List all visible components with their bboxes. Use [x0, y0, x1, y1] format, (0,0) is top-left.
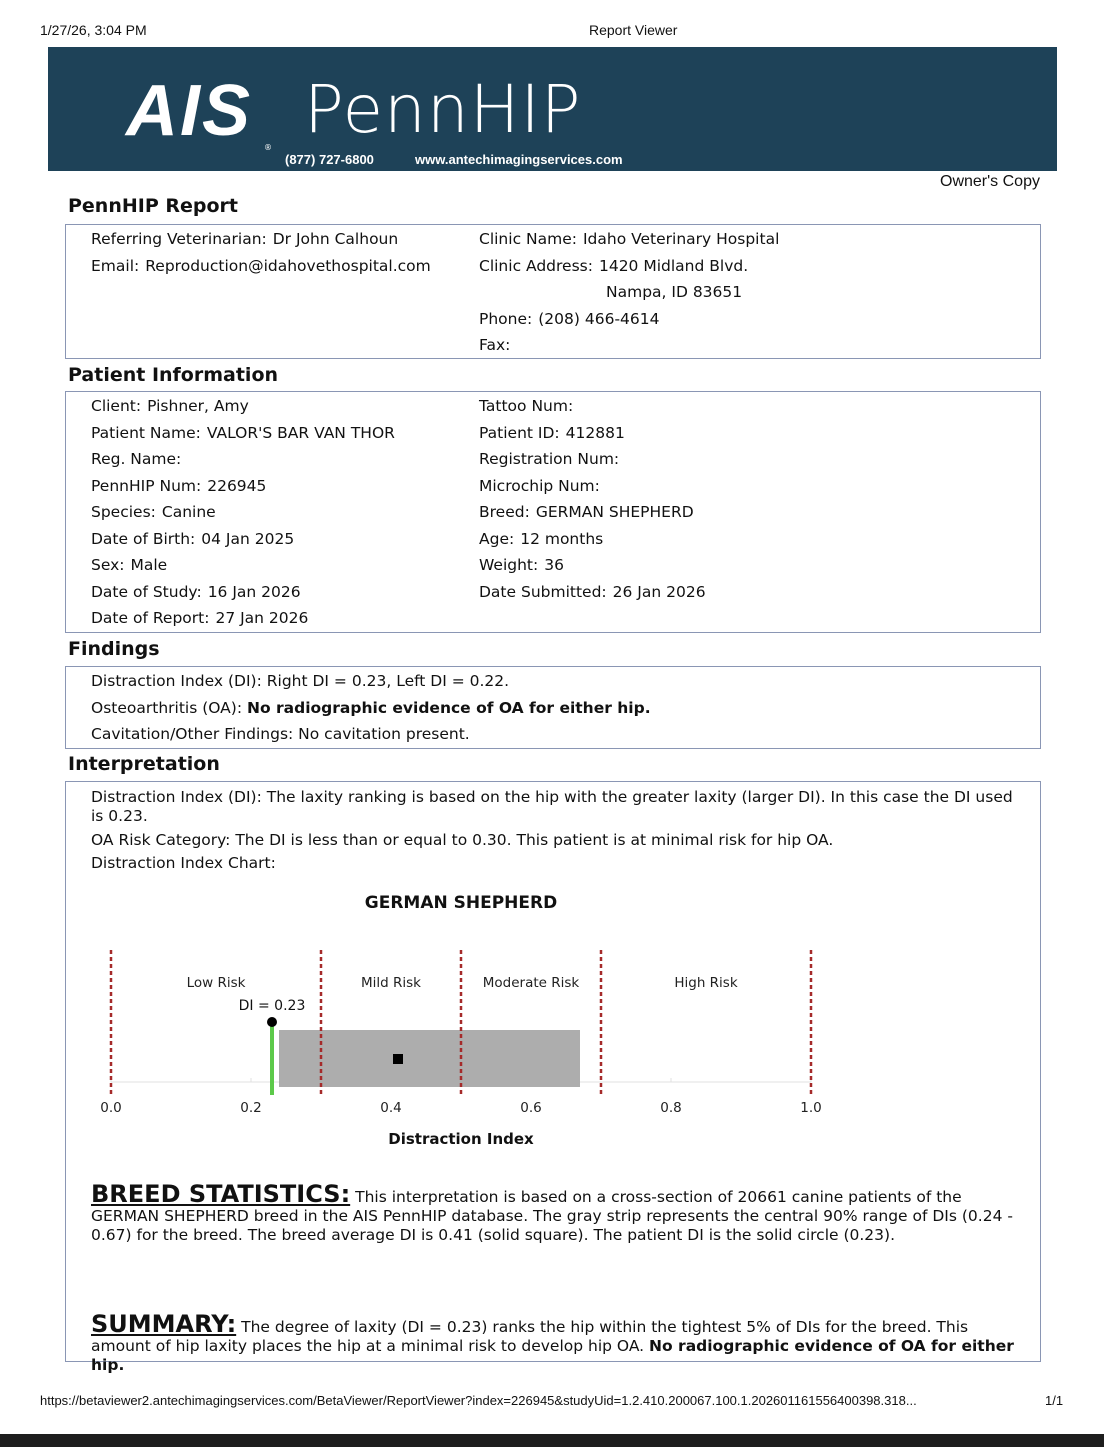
field-value: 16 Jan 2026	[207, 582, 301, 601]
patient-di-marker	[267, 1017, 277, 1027]
patient-right-field	[479, 424, 625, 442]
field-label: Client:	[91, 397, 142, 415]
patient-left-field	[91, 609, 308, 627]
interpretation-oa-risk: OA Risk Category: The DI is less than or equal to 0.30. This patient is at minimal risk for hip OA.	[91, 831, 834, 849]
risk-zone-label: High Risk	[674, 975, 738, 991]
patient-left-field	[91, 477, 266, 495]
field-label: Date of Study:	[91, 582, 202, 601]
risk-zone-label: Moderate Risk	[482, 975, 580, 991]
print-datetime: 1/27/26, 3:04 PM	[40, 22, 147, 38]
findings-box	[65, 666, 1041, 749]
field-label: Clinic Address:	[479, 256, 593, 275]
summary-heading: SUMMARY:	[91, 1310, 237, 1338]
field-label: Email:	[91, 256, 140, 275]
field-label: Patient ID:	[479, 423, 560, 442]
findings-section-title: Findings	[68, 638, 160, 660]
field-label: Fax:	[479, 336, 511, 354]
bottom-bar	[0, 1434, 1104, 1447]
field-label: Breed:	[479, 503, 530, 521]
patient-left-field	[91, 530, 294, 548]
breed-range-strip	[279, 1030, 580, 1087]
x-tick-label: 0.6	[520, 1100, 542, 1116]
patient-left-field	[91, 424, 395, 442]
patient-right-field	[479, 477, 606, 495]
field-label: Tattoo Num:	[479, 397, 574, 415]
report-right-field	[479, 336, 516, 354]
breed-statistics-text: This interpretation is based on a cross-section of 20661 canine patients of the GERMAN SHEPHERD breed in the AIS PennHIP database. The gray strip represents the central 90% range of DIs (0.24 - 0.67) for the breed. The breed average DI is 0.41 (solid square). The patient DI is the solid circle (0.23).	[91, 1188, 1013, 1244]
field-label: Patient Name:	[91, 423, 201, 442]
findings-di: Distraction Index (DI): Right DI = 0.23, Left DI = 0.22.	[91, 672, 510, 690]
distraction-index-chart	[66, 882, 866, 1162]
print-title: Report Viewer	[589, 22, 678, 38]
patient-left-field	[91, 397, 249, 415]
patient-di-label: DI = 0.23	[238, 998, 306, 1014]
field-value: 226945	[207, 476, 267, 495]
breed-statistics-heading: BREED STATISTICS:	[91, 1180, 351, 1208]
field-label: Date of Birth:	[91, 529, 196, 548]
banner-website: www.antechimagingservices.com	[415, 152, 623, 167]
findings-oa	[91, 699, 651, 717]
patient-right-field	[479, 503, 694, 521]
patient-right-field	[479, 583, 706, 601]
field-value: 412881	[565, 423, 625, 442]
interpretation-box	[65, 781, 1041, 1374]
summary-text: The degree of laxity (DI = 0.23) ranks the hip within the tightest 5% of DIs for the breed. This amount of hip laxity places the hip at a minimal risk to develop hip OA.	[91, 1318, 969, 1355]
field-value: Pishner, Amy	[147, 397, 249, 415]
field-value: Idaho Veterinary Hospital	[582, 230, 780, 248]
patient-right-field	[479, 556, 564, 574]
breed-average-marker	[393, 1054, 403, 1064]
field-value: Male	[130, 556, 168, 574]
interpretation-di-text: Distraction Index (DI): The laxity ranking is based on the hip with the greater laxity (larger DI). In this case the DI used is 0.23.	[91, 788, 1013, 825]
report-left-field	[91, 257, 431, 275]
x-axis-label: Distraction Index	[388, 1130, 534, 1148]
interpretation-chart-label: Distraction Index Chart:	[91, 854, 276, 872]
field-value: Nampa, ID 83651	[606, 283, 743, 301]
report-right-field	[479, 230, 779, 248]
field-label: Date of Report:	[91, 609, 210, 627]
page-number: 1/1	[1045, 1393, 1064, 1408]
field-value: Canine	[161, 503, 216, 521]
field-label: Species:	[91, 503, 156, 521]
risk-zone-label: Low Risk	[186, 975, 246, 991]
patient-section-title: Patient Information	[68, 364, 279, 386]
field-label: Sex:	[91, 556, 125, 574]
field-value: 27 Jan 2026	[215, 609, 309, 627]
field-label: Weight:	[479, 556, 539, 574]
x-tick-label: 0.4	[380, 1100, 402, 1116]
field-value: 12 months	[520, 529, 604, 548]
patient-right-field	[479, 397, 579, 415]
field-value: (208) 466-4614	[538, 309, 660, 328]
summary-bold-text: No radiographic evidence of OA for either hip.	[91, 1337, 1014, 1374]
field-label: Clinic Name:	[479, 230, 577, 248]
field-value: VALOR'S BAR VAN THOR	[206, 423, 395, 442]
field-label: Reg. Name:	[91, 450, 182, 468]
print-header	[0, 22, 1104, 40]
x-tick-label: 0.2	[240, 1100, 262, 1116]
field-label: Referring Veterinarian:	[91, 230, 267, 248]
patient-left-field	[91, 503, 216, 521]
field-value: Reproduction@idahovethospital.com	[145, 256, 431, 275]
patient-right-field	[479, 450, 625, 468]
x-tick-label: 0.8	[660, 1100, 682, 1116]
interpretation-section-title: Interpretation	[68, 753, 220, 775]
report-info-box	[65, 224, 1041, 359]
registered-mark: ®	[264, 143, 272, 152]
risk-zone-label: Mild Risk	[361, 975, 421, 991]
report-left-field	[91, 230, 398, 248]
field-label: Microchip Num:	[479, 476, 600, 495]
field-value: Dr John Calhoun	[272, 230, 399, 248]
patient-right-field	[479, 530, 603, 548]
field-label: PennHIP Num:	[91, 476, 202, 495]
report-right-field	[479, 257, 748, 275]
field-label: Age:	[479, 529, 515, 548]
field-label: Registration Num:	[479, 450, 620, 468]
field-label: Date Submitted:	[479, 582, 607, 601]
field-value: 26 Jan 2026	[612, 582, 706, 601]
page-url: https://betaviewer2.antechimagingservices.com/BetaViewer/ReportViewer?index=226945&studyUid=1.2.410.200067.100.1.20260116155640039​8.318...	[40, 1393, 917, 1408]
patient-left-field	[91, 450, 187, 468]
patient-info-box	[65, 391, 1041, 633]
findings-cavitation: Cavitation/Other Findings: No cavitation present.	[91, 725, 470, 743]
field-value: 36	[544, 556, 564, 574]
summary	[91, 1310, 1015, 1375]
pennhip-logo: PennHIP	[304, 71, 582, 148]
x-tick-label: 1.0	[800, 1100, 822, 1116]
patient-left-field	[91, 583, 301, 601]
report-section-title: PennHIP Report	[68, 195, 238, 217]
ais-pennhip-banner	[48, 47, 1057, 171]
patient-left-field	[91, 556, 167, 574]
chart-title: GERMAN SHEPHERD	[364, 893, 558, 913]
field-value: 04 Jan 2025	[201, 529, 295, 548]
field-value: GERMAN SHEPHERD	[535, 503, 694, 521]
findings-oa-value: No radiographic evidence of OA for either hip.	[247, 699, 651, 717]
banner-phone: (877) 727-6800	[285, 152, 374, 167]
x-tick-label: 0.0	[100, 1100, 122, 1116]
field-label: Phone:	[479, 309, 533, 328]
copy-label: Owner's Copy	[940, 173, 1040, 190]
breed-statistics	[91, 1180, 1015, 1245]
ais-logo: AIS	[126, 71, 253, 151]
report-right-field	[606, 283, 742, 301]
findings-oa-label: Osteoarthritis (OA):	[91, 699, 243, 717]
report-right-field	[479, 310, 659, 328]
field-value: 1420 Midland Blvd.	[598, 256, 749, 275]
